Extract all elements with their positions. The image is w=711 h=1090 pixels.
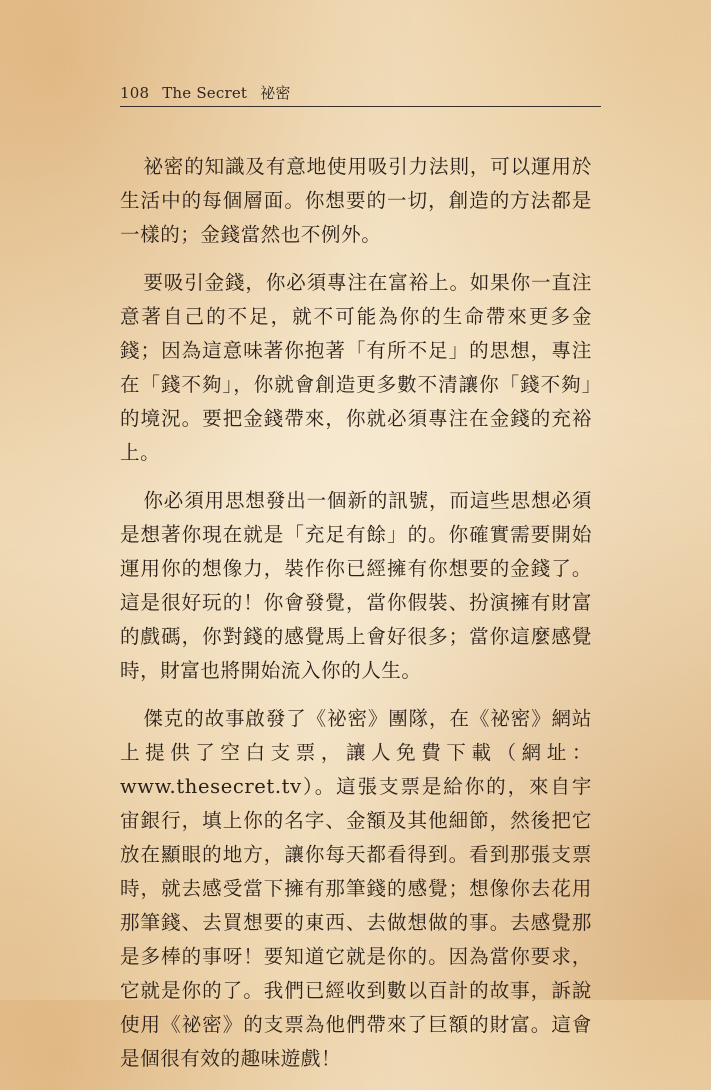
body-text [120, 150, 592, 1090]
paragraph: 你必須用思想發出一個新的訊號，而這些思想必須是想著你現在就是「充足有餘」的。你確實需要開始運用你的想像力，裝作你已經擁有你想要的金錢了。這是很好玩的！你會發覺，當你假裝、扮演擁有財富的戲碼，你對錢的感覺馬上會好很多；當你這麼感覺時，財富也將開始流入你的人生。 [120, 489, 592, 682]
paragraph: 傑克的故事啟發了《祕密》團隊，在《祕密》網站上提供了空白支票，讓人免費下載（網址：www.thesecret.tv）。這張支票是給你的，來自宇宙銀行，填上你的名字、金額及其他細節，然後把它放在顯眼的地方，讓你每天都看得到。看到那張支票時，就去感受當下擁有那筆錢的感覺；想像你去花用那筆錢、去買想要的東西、去做想做的事。去感覺那是多棒的事呀！要知道它就是你的。因為當你要求，它就是你的了。我們已經收到數以百計的故事，訴說使用《祕密》的支票為他們帶來了巨額的財富。這會是個很有效的趣味遊戲！ [120, 707, 592, 1070]
page-number: 108 [120, 84, 150, 102]
book-title-zh: 祕密 [260, 84, 291, 102]
paragraph: 要吸引金錢，你必須專注在富裕上。如果你一直注意著自己的不足，就不可能為你的生命帶來更多金錢；因為這意味著你抱著「有所不足」的思想，專注在「錢不夠」，你就會創造更多數不清讓你「錢不夠」的境況。要把金錢帶來，你就必須專注在金錢的充裕上。 [120, 271, 592, 464]
running-header [120, 82, 601, 106]
book-title: The Secret [162, 84, 248, 102]
paragraph: 祕密的知識及有意地使用吸引力法則，可以運用於生活中的每個層面。你想要的一切，創造的方法都是一樣的；金錢當然也不例外。 [120, 155, 592, 246]
header-rule [120, 106, 601, 107]
